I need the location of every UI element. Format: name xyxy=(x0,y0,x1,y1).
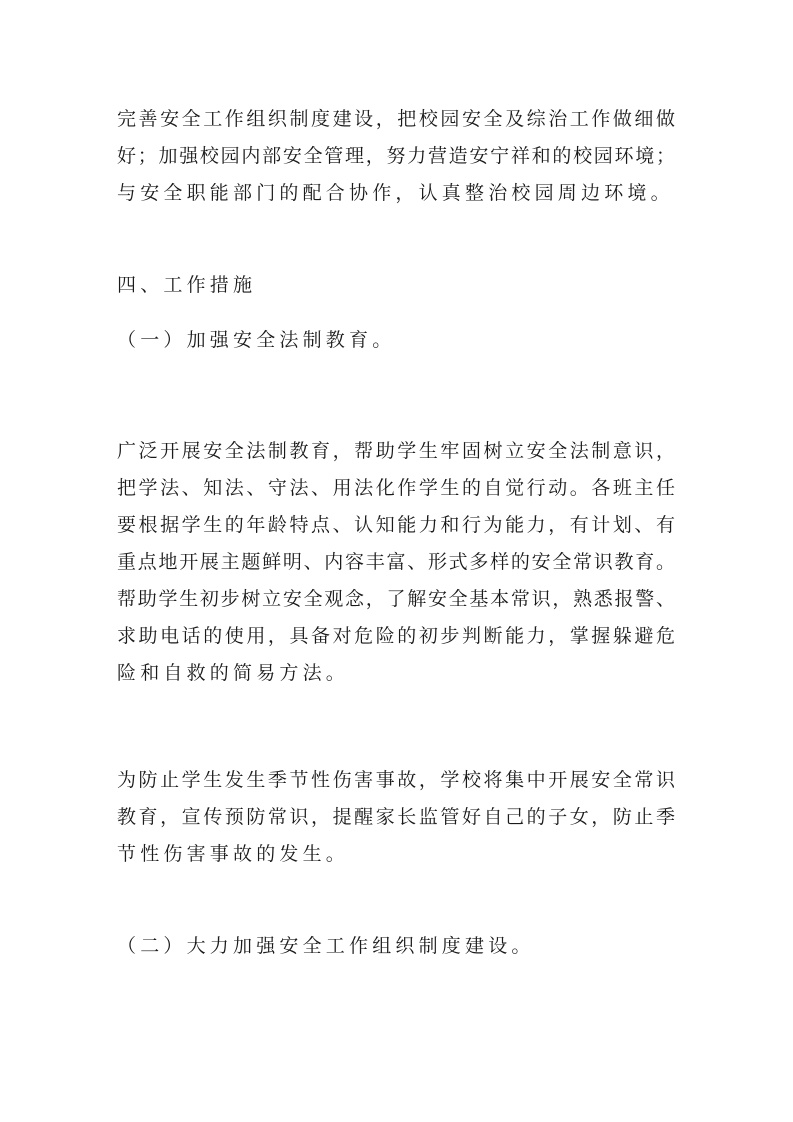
paragraph-line: 好；加强校园内部安全管理，努力营造安宁祥和的校园环境； xyxy=(117,145,675,167)
subsection-heading: （一）加强安全法制教育。 xyxy=(117,329,396,351)
paragraph-line: 节性伤害事故的发生。 xyxy=(117,843,350,865)
paragraph-line: 教育，宣传预防常识，提醒家长监管好自己的子女，防止季 xyxy=(117,806,675,828)
paragraph-line: 把学法、知法、守法、用法化作学生的自觉行动。各班主任 xyxy=(117,477,675,499)
paragraph-line: 求助电话的使用，具备对危险的初步判断能力，掌握躲避危 xyxy=(117,625,675,647)
paragraph-line: 险和自救的简易方法。 xyxy=(117,662,350,684)
paragraph-line: 完善安全工作组织制度建设，把校园安全及综治工作做细做 xyxy=(117,108,675,130)
paragraph-line: 重点地开展主题鲜明、内容丰富、形式多样的安全常识教育。 xyxy=(117,551,675,573)
paragraph-line: 要根据学生的年龄特点、认知能力和行为能力，有计划、有 xyxy=(117,514,675,536)
paragraph-line: 帮助学生初步树立安全观念，了解安全基本常识，熟悉报警、 xyxy=(117,588,675,610)
subsection-heading: （二）大力加强安全工作组织制度建设。 xyxy=(117,935,535,957)
paragraph-line: 为防止学生发生季节性伤害事故，学校将集中开展安全常识 xyxy=(117,769,675,791)
section-heading: 四、工作措施 xyxy=(117,274,257,296)
paragraph-line: 广泛开展安全法制教育，帮助学生牢固树立安全法制意识， xyxy=(117,440,675,462)
paragraph-line: 与安全职能部门的配合协作，认真整治校园周边环境。 xyxy=(117,182,674,204)
